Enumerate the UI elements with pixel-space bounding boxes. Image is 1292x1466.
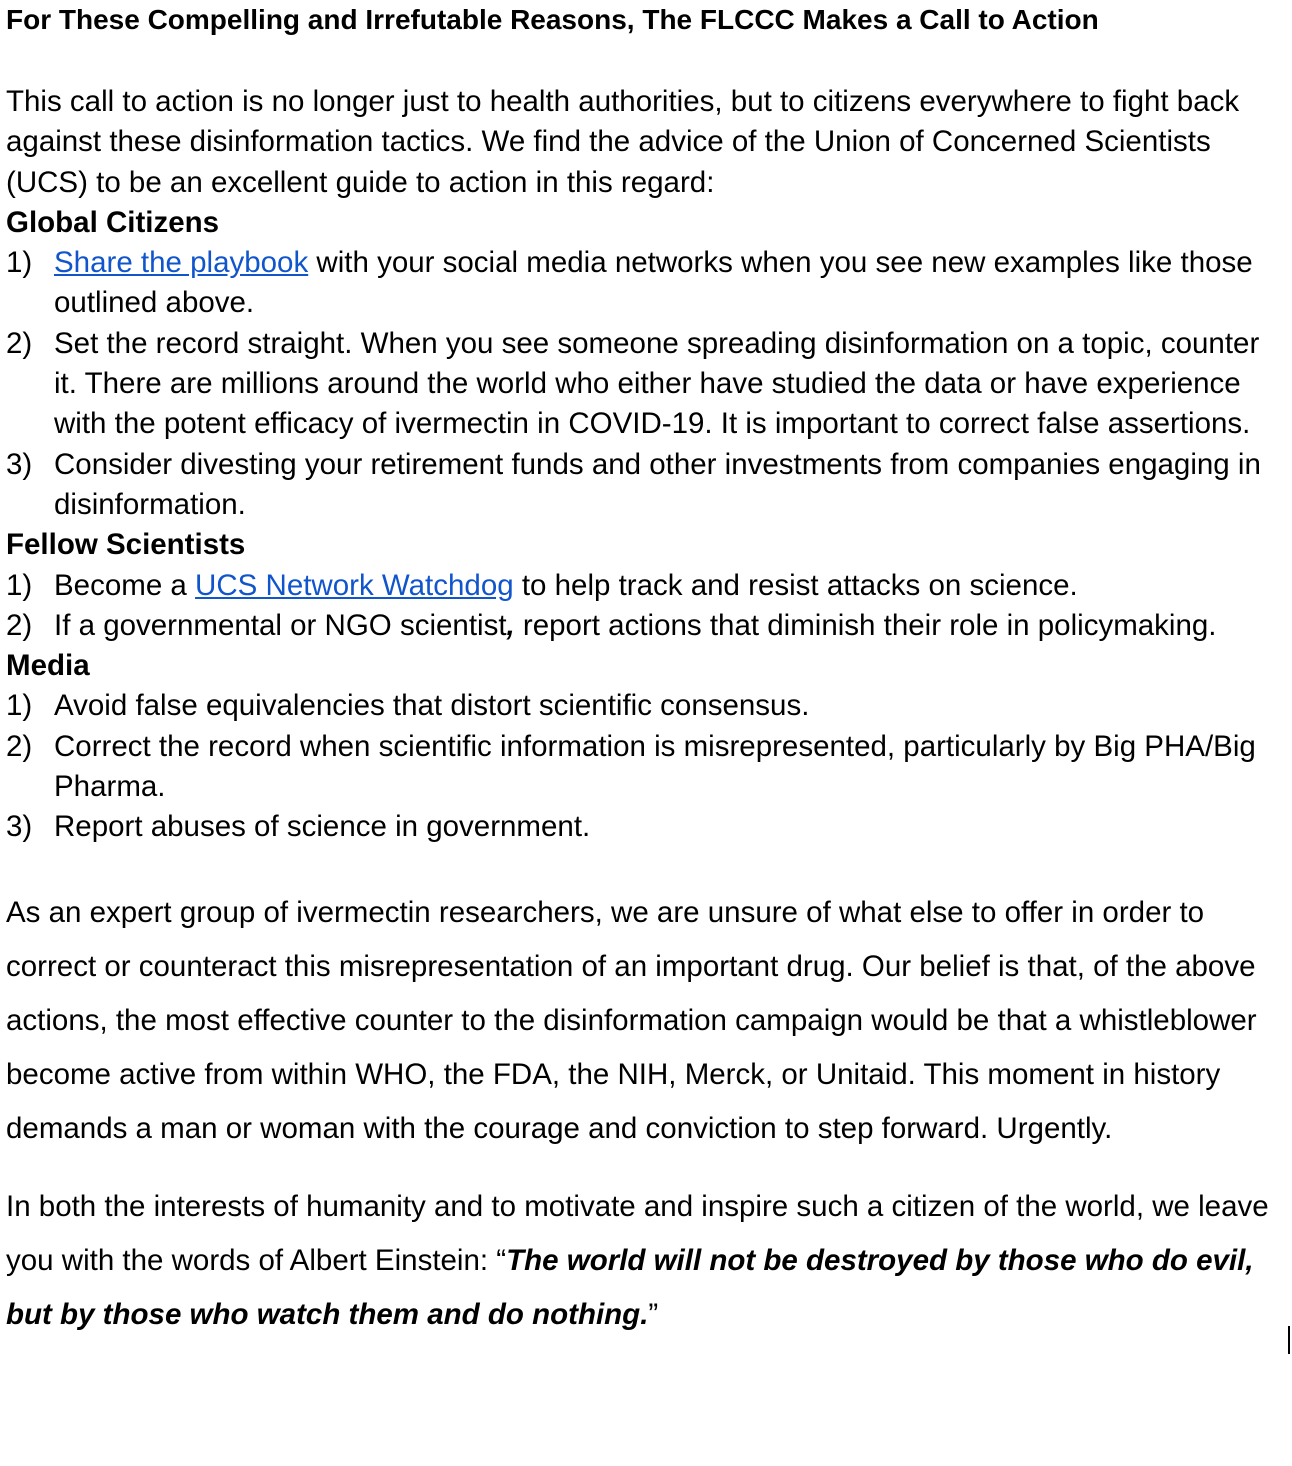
- list-item: [6, 686, 1286, 726]
- section-title-media: Media: [6, 649, 90, 683]
- media-list: [6, 686, 1286, 847]
- list-item-text: Report abuses of science in government.: [54, 810, 591, 844]
- list-item: [6, 566, 1286, 606]
- list-item-text: Correct the record when scientific information is misrepresented, particularly by Big PHA/Big Pharma.: [54, 729, 1256, 804]
- spacer: [6, 40, 1286, 82]
- ucs-network-watchdog-link[interactable]: UCS Network Watchdog: [195, 568, 514, 602]
- document-page: [6, 0, 1286, 1342]
- list-item-text: Avoid false equivalencies that distort scientific consensus.: [54, 689, 810, 723]
- quote-intro: In both the interests of humanity and to motivate and inspire such a citizen of the world, we leave you with the words of Albert Einstein: “: [6, 1189, 1269, 1277]
- list-item-text: report actions that diminish their role in policymaking.: [514, 608, 1217, 642]
- spacer: [6, 1156, 1286, 1180]
- einstein-quote: The world will not be destroyed by those who do evil, but by those who watch them and do nothing.: [6, 1243, 1254, 1331]
- list-number: 1): [6, 568, 33, 602]
- list-item: [6, 727, 1286, 808]
- list-item: [6, 243, 1286, 324]
- list-item: [6, 606, 1286, 646]
- list-item-text: Consider divesting your retirement funds and other investments from companies engaging in disinformation.: [54, 447, 1261, 521]
- list-number: 1): [6, 689, 33, 723]
- list-item-text: Set the record straight. When you see someone spreading disinformation on a topic, counter it. There are millions around the world who either have studied the data or have experience with the potent efficacy of ivermectin in COVID-19. It is important to correct false assertions.: [54, 326, 1260, 441]
- spacer: [6, 848, 1286, 886]
- list-item: [6, 807, 1286, 847]
- list-item-text: Become a: [54, 568, 196, 602]
- list-number: 2): [6, 608, 33, 642]
- list-item-text: If a governmental or NGO scientist: [54, 608, 507, 642]
- section-title-global-citizens: Global Citizens: [6, 205, 220, 239]
- list-item: [6, 324, 1286, 445]
- quote-close: ”: [648, 1297, 659, 1331]
- list-number: 2): [6, 729, 33, 763]
- einstein-quote-paragraph: [6, 1180, 1286, 1342]
- section-title-fellow-scientists: Fellow Scientists: [6, 528, 246, 562]
- list-item-text: to help track and resist attacks on science.: [513, 568, 1078, 602]
- emphasized-comma: ,: [506, 608, 515, 642]
- global-citizens-list: [6, 243, 1286, 525]
- list-number: 2): [6, 326, 33, 360]
- list-item-text: with your social media networks when you see new examples like those outlined above.: [54, 246, 1253, 320]
- closing-paragraph: As an expert group of ivermectin researchers, we are unsure of what else to offer in order to correct or counteract this misrepresentation of an important drug. Our belief is that, of the above actions, the most effective counter to the disinformation campaign would be that a whistleblower become active from within WHO, the FDA, the NIH, Merck, or Unitaid. This moment in history demands a man or woman with the courage and conviction to step forward. Urgently.: [6, 895, 1257, 1145]
- text-cursor: [1288, 1326, 1290, 1354]
- page-title: For These Compelling and Irrefutable Reasons, The FLCCC Makes a Call to Action: [6, 4, 1099, 35]
- list-number: 3): [6, 447, 33, 481]
- list-number: 3): [6, 810, 33, 844]
- list-item: [6, 445, 1286, 526]
- fellow-scientists-list: [6, 566, 1286, 647]
- list-number: 1): [6, 246, 33, 280]
- share-playbook-link[interactable]: Share the playbook: [54, 246, 309, 280]
- intro-paragraph: This call to action is no longer just to health authorities, but to citizens everywhere to fight back against these disinformation tactics. We find the advice of the Union of Concerned Scientists (UCS) to be an excellent guide to action in this regard:: [6, 85, 1240, 199]
